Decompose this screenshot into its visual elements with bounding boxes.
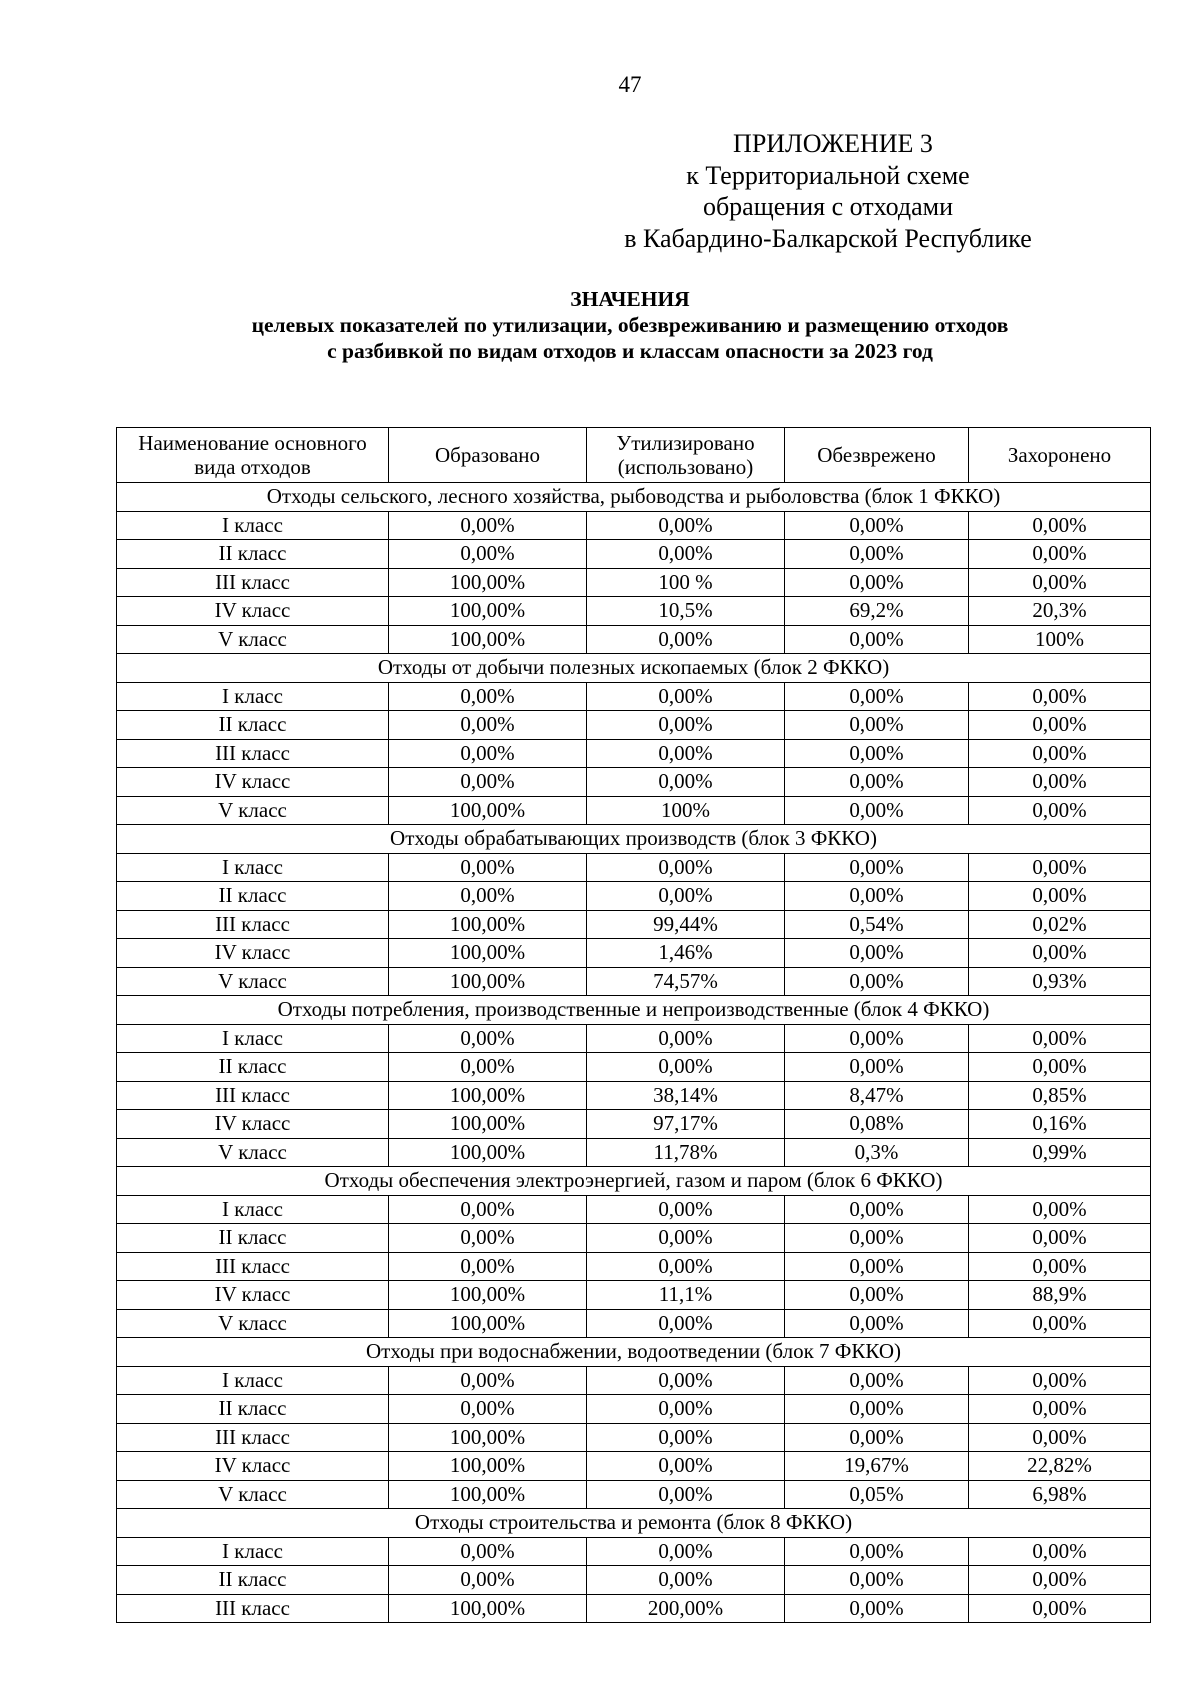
buried-cell: 0,00% — [969, 1594, 1151, 1623]
hazard-class-cell: V класс — [117, 796, 389, 825]
table-row — [117, 882, 1151, 911]
table-row — [117, 540, 1151, 569]
appendix-title: ПРИЛОЖЕНИЕ 3 — [733, 129, 933, 158]
generated-cell: 100,00% — [389, 1452, 587, 1481]
buried-cell: 0,00% — [969, 1423, 1151, 1452]
neutralized-cell: 0,00% — [785, 511, 969, 540]
hazard-class-cell: IV класс — [117, 939, 389, 968]
generated-cell: 0,00% — [389, 768, 587, 797]
neutralized-cell: 0,00% — [785, 1537, 969, 1566]
generated-cell: 100,00% — [389, 1309, 587, 1338]
table-row — [117, 910, 1151, 939]
neutralized-cell: 0,00% — [785, 1252, 969, 1281]
generated-cell: 0,00% — [389, 1537, 587, 1566]
generated-cell: 100,00% — [389, 939, 587, 968]
page-number: 47 — [618, 72, 642, 97]
hazard-class-cell: III класс — [117, 739, 389, 768]
table-row — [117, 739, 1151, 768]
neutralized-cell: 0,00% — [785, 1594, 969, 1623]
buried-cell: 0,00% — [969, 511, 1151, 540]
buried-cell: 20,3% — [969, 597, 1151, 626]
hazard-class-cell: IV класс — [117, 597, 389, 626]
table-row — [117, 711, 1151, 740]
utilized-cell: 11,1% — [587, 1281, 785, 1310]
table-row — [117, 1395, 1151, 1424]
neutralized-cell: 0,00% — [785, 1224, 969, 1253]
section-header-row — [117, 825, 1151, 854]
buried-cell: 0,00% — [969, 1024, 1151, 1053]
generated-cell: 100,00% — [389, 1110, 587, 1139]
column-header-neutralized: Обезврежено — [785, 428, 969, 483]
table-row — [117, 1053, 1151, 1082]
neutralized-cell: 0,54% — [785, 910, 969, 939]
table-row — [117, 967, 1151, 996]
section-title: Отходы от добычи полезных ископаемых (блок 2 ФККО) — [117, 654, 1151, 683]
generated-cell: 0,00% — [389, 1566, 587, 1595]
column-header-generated: Образовано — [389, 428, 587, 483]
hazard-class-cell: II класс — [117, 540, 389, 569]
column-header-waste-type: Наименование основного вида отходов — [117, 428, 389, 483]
table-row — [117, 796, 1151, 825]
section-header-row — [117, 996, 1151, 1025]
table-row — [117, 682, 1151, 711]
generated-cell: 100,00% — [389, 967, 587, 996]
generated-cell: 100,00% — [389, 910, 587, 939]
generated-cell: 100,00% — [389, 1281, 587, 1310]
table-row — [117, 1537, 1151, 1566]
generated-cell: 0,00% — [389, 1224, 587, 1253]
buried-cell: 0,00% — [969, 682, 1151, 711]
neutralized-cell: 0,00% — [785, 1395, 969, 1424]
generated-cell: 0,00% — [389, 511, 587, 540]
section-title: Отходы при водоснабжении, водоотведении (блок 7 ФККО) — [117, 1338, 1151, 1367]
utilized-cell: 200,00% — [587, 1594, 785, 1623]
generated-cell: 0,00% — [389, 1395, 587, 1424]
utilized-cell: 0,00% — [587, 739, 785, 768]
hazard-class-cell: II класс — [117, 882, 389, 911]
appendix-line: в Кабардино-Балкарской Республике — [624, 223, 1032, 253]
buried-cell: 0,93% — [969, 967, 1151, 996]
buried-cell: 0,16% — [969, 1110, 1151, 1139]
table-row — [117, 1138, 1151, 1167]
utilized-cell: 0,00% — [587, 1452, 785, 1481]
utilized-cell: 11,78% — [587, 1138, 785, 1167]
utilized-cell: 0,00% — [587, 1252, 785, 1281]
generated-cell: 0,00% — [389, 1195, 587, 1224]
buried-cell: 0,00% — [969, 1224, 1151, 1253]
neutralized-cell: 0,00% — [785, 796, 969, 825]
hazard-class-cell: II класс — [117, 1566, 389, 1595]
appendix-header — [508, 128, 1148, 254]
utilized-cell: 0,00% — [587, 1224, 785, 1253]
utilized-cell: 10,5% — [587, 597, 785, 626]
document-title — [100, 286, 1160, 364]
table-row — [117, 597, 1151, 626]
buried-cell: 0,85% — [969, 1081, 1151, 1110]
generated-cell: 100,00% — [389, 1081, 587, 1110]
table-header-row — [117, 428, 1151, 483]
table-row — [117, 853, 1151, 882]
section-title: Отходы обрабатывающих производств (блок 3 ФККО) — [117, 825, 1151, 854]
neutralized-cell: 0,00% — [785, 768, 969, 797]
buried-cell: 0,00% — [969, 796, 1151, 825]
neutralized-cell: 0,00% — [785, 682, 969, 711]
hazard-class-cell: V класс — [117, 1480, 389, 1509]
utilized-cell: 99,44% — [587, 910, 785, 939]
buried-cell: 0,00% — [969, 1566, 1151, 1595]
buried-cell: 0,00% — [969, 1366, 1151, 1395]
generated-cell: 0,00% — [389, 1252, 587, 1281]
table-row — [117, 1110, 1151, 1139]
hazard-class-cell: I класс — [117, 1366, 389, 1395]
utilized-cell: 100 % — [587, 568, 785, 597]
hazard-class-cell: IV класс — [117, 768, 389, 797]
hazard-class-cell: V класс — [117, 1138, 389, 1167]
generated-cell: 0,00% — [389, 711, 587, 740]
generated-cell: 100,00% — [389, 568, 587, 597]
buried-cell: 0,00% — [969, 1053, 1151, 1082]
neutralized-cell: 0,00% — [785, 1195, 969, 1224]
neutralized-cell: 0,00% — [785, 1566, 969, 1595]
section-header-row — [117, 1509, 1151, 1538]
neutralized-cell: 0,3% — [785, 1138, 969, 1167]
column-header-utilized: Утилизировано (использовано) — [587, 428, 785, 483]
utilized-cell: 0,00% — [587, 1537, 785, 1566]
buried-cell: 0,99% — [969, 1138, 1151, 1167]
utilized-cell: 0,00% — [587, 882, 785, 911]
hazard-class-cell: II класс — [117, 711, 389, 740]
buried-cell: 22,82% — [969, 1452, 1151, 1481]
hazard-class-cell: V класс — [117, 625, 389, 654]
neutralized-cell: 0,00% — [785, 568, 969, 597]
buried-cell: 0,00% — [969, 1537, 1151, 1566]
utilized-cell: 0,00% — [587, 853, 785, 882]
neutralized-cell: 0,00% — [785, 1309, 969, 1338]
buried-cell: 100% — [969, 625, 1151, 654]
neutralized-cell: 0,00% — [785, 939, 969, 968]
utilized-cell: 0,00% — [587, 1195, 785, 1224]
buried-cell: 0,00% — [969, 711, 1151, 740]
utilized-cell: 0,00% — [587, 682, 785, 711]
table-row — [117, 568, 1151, 597]
hazard-class-cell: II класс — [117, 1053, 389, 1082]
generated-cell: 100,00% — [389, 597, 587, 626]
buried-cell: 0,00% — [969, 739, 1151, 768]
hazard-class-cell: II класс — [117, 1395, 389, 1424]
utilized-cell: 0,00% — [587, 1053, 785, 1082]
hazard-class-cell: IV класс — [117, 1452, 389, 1481]
neutralized-cell: 8,47% — [785, 1081, 969, 1110]
section-title: Отходы строительства и ремонта (блок 8 ФККО) — [117, 1509, 1151, 1538]
generated-cell: 0,00% — [389, 540, 587, 569]
buried-cell: 0,00% — [969, 939, 1151, 968]
utilized-cell: 0,00% — [587, 1024, 785, 1053]
utilized-cell: 0,00% — [587, 625, 785, 654]
hazard-class-cell: I класс — [117, 853, 389, 882]
generated-cell: 100,00% — [389, 1480, 587, 1509]
generated-cell: 0,00% — [389, 1053, 587, 1082]
utilized-cell: 0,00% — [587, 1366, 785, 1395]
generated-cell: 100,00% — [389, 1594, 587, 1623]
table-row — [117, 1594, 1151, 1623]
buried-cell: 0,00% — [969, 853, 1151, 882]
hazard-class-cell: III класс — [117, 1423, 389, 1452]
hazard-class-cell: I класс — [117, 682, 389, 711]
table-row — [117, 1423, 1151, 1452]
section-header-row — [117, 1338, 1151, 1367]
buried-cell: 0,00% — [969, 1309, 1151, 1338]
appendix-line: к Территориальной схеме — [686, 160, 970, 190]
hazard-class-cell: I класс — [117, 1024, 389, 1053]
table-row — [117, 1252, 1151, 1281]
neutralized-cell: 0,00% — [785, 711, 969, 740]
utilized-cell: 1,46% — [587, 939, 785, 968]
table-row — [117, 1224, 1151, 1253]
hazard-class-cell: III класс — [117, 1081, 389, 1110]
utilized-cell: 0,00% — [587, 1566, 785, 1595]
column-header-buried: Захоронено — [969, 428, 1151, 483]
generated-cell: 0,00% — [389, 853, 587, 882]
table-row — [117, 1452, 1151, 1481]
neutralized-cell: 0,00% — [785, 853, 969, 882]
section-header-row — [117, 654, 1151, 683]
neutralized-cell: 0,00% — [785, 1423, 969, 1452]
utilized-cell: 0,00% — [587, 540, 785, 569]
neutralized-cell: 19,67% — [785, 1452, 969, 1481]
table-row — [117, 1024, 1151, 1053]
neutralized-cell: 0,00% — [785, 739, 969, 768]
hazard-class-cell: III класс — [117, 568, 389, 597]
hazard-class-cell: I класс — [117, 1537, 389, 1566]
table-row — [117, 1195, 1151, 1224]
hazard-class-cell: V класс — [117, 967, 389, 996]
section-title: Отходы потребления, производственные и непроизводственные (блок 4 ФККО) — [117, 996, 1151, 1025]
appendix-line: обращения с отходами — [702, 192, 954, 221]
neutralized-cell: 0,00% — [785, 1281, 969, 1310]
buried-cell: 0,00% — [969, 1252, 1151, 1281]
neutralized-cell: 0,00% — [785, 882, 969, 911]
generated-cell: 0,00% — [389, 1366, 587, 1395]
generated-cell: 0,00% — [389, 882, 587, 911]
neutralized-cell: 0,00% — [785, 540, 969, 569]
generated-cell: 0,00% — [389, 739, 587, 768]
neutralized-cell: 0,00% — [785, 967, 969, 996]
table-row — [117, 1309, 1151, 1338]
section-title: Отходы сельского, лесного хозяйства, рыбоводства и рыболовства (блок 1 ФККО) — [117, 483, 1151, 512]
table-row — [117, 1366, 1151, 1395]
utilized-cell: 97,17% — [587, 1110, 785, 1139]
buried-cell: 0,00% — [969, 1195, 1151, 1224]
section-header-row — [117, 483, 1151, 512]
title-line: целевых показателей по утилизации, обезвреживанию и размещению отходов — [251, 313, 1009, 337]
generated-cell: 0,00% — [389, 1024, 587, 1053]
table-row — [117, 939, 1151, 968]
hazard-class-cell: I класс — [117, 1195, 389, 1224]
title-heading: ЗНАЧЕНИЯ — [570, 287, 690, 311]
table-row — [117, 1081, 1151, 1110]
generated-cell: 100,00% — [389, 796, 587, 825]
neutralized-cell: 0,00% — [785, 1366, 969, 1395]
buried-cell: 0,00% — [969, 1395, 1151, 1424]
section-title: Отходы обеспечения электроэнергией, газом и паром (блок 6 ФККО) — [117, 1167, 1151, 1196]
buried-cell: 0,00% — [969, 882, 1151, 911]
table-row — [117, 768, 1151, 797]
table-row — [117, 1480, 1151, 1509]
table-body — [117, 483, 1151, 1623]
hazard-class-cell: II класс — [117, 1224, 389, 1253]
title-line: с разбивкой по видам отходов и классам опасности за 2023 год — [327, 339, 933, 363]
utilized-cell: 74,57% — [587, 967, 785, 996]
hazard-class-cell: IV класс — [117, 1110, 389, 1139]
neutralized-cell: 0,08% — [785, 1110, 969, 1139]
table-row — [117, 625, 1151, 654]
table-row — [117, 1281, 1151, 1310]
section-header-row — [117, 1167, 1151, 1196]
table-row — [117, 511, 1151, 540]
utilized-cell: 0,00% — [587, 768, 785, 797]
buried-cell: 0,00% — [969, 568, 1151, 597]
hazard-class-cell: I класс — [117, 511, 389, 540]
neutralized-cell: 0,00% — [785, 625, 969, 654]
neutralized-cell: 0,00% — [785, 1053, 969, 1082]
buried-cell: 0,00% — [969, 540, 1151, 569]
buried-cell: 0,00% — [969, 768, 1151, 797]
buried-cell: 0,02% — [969, 910, 1151, 939]
neutralized-cell: 0,05% — [785, 1480, 969, 1509]
generated-cell: 100,00% — [389, 625, 587, 654]
waste-targets-table — [116, 427, 1151, 1623]
utilized-cell: 0,00% — [587, 1395, 785, 1424]
utilized-cell: 0,00% — [587, 511, 785, 540]
generated-cell: 100,00% — [389, 1138, 587, 1167]
table-row — [117, 1566, 1151, 1595]
utilized-cell: 100% — [587, 796, 785, 825]
buried-cell: 88,9% — [969, 1281, 1151, 1310]
buried-cell: 6,98% — [969, 1480, 1151, 1509]
utilized-cell: 38,14% — [587, 1081, 785, 1110]
hazard-class-cell: III класс — [117, 910, 389, 939]
hazard-class-cell: V класс — [117, 1309, 389, 1338]
generated-cell: 0,00% — [389, 682, 587, 711]
neutralized-cell: 69,2% — [785, 597, 969, 626]
utilized-cell: 0,00% — [587, 1423, 785, 1452]
utilized-cell: 0,00% — [587, 1480, 785, 1509]
utilized-cell: 0,00% — [587, 1309, 785, 1338]
hazard-class-cell: III класс — [117, 1594, 389, 1623]
hazard-class-cell: III класс — [117, 1252, 389, 1281]
neutralized-cell: 0,00% — [785, 1024, 969, 1053]
utilized-cell: 0,00% — [587, 711, 785, 740]
generated-cell: 100,00% — [389, 1423, 587, 1452]
hazard-class-cell: IV класс — [117, 1281, 389, 1310]
